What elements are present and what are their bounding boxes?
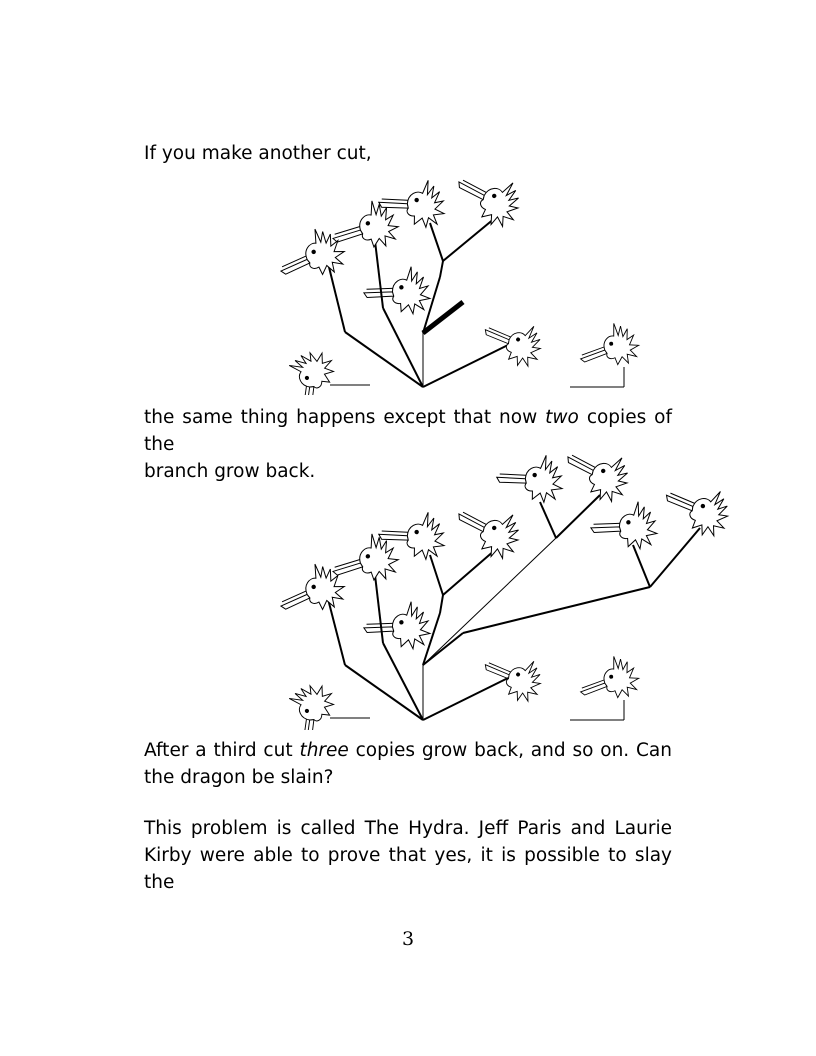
- hydra-figure-two-copies-grown: [0, 450, 816, 730]
- paragraph-intro: [144, 140, 672, 167]
- hydra-branches: [327, 218, 624, 387]
- text-line: Kirby were able to prove that yes, it is possible to slay the: [144, 845, 672, 893]
- text-line: the dragon be slain?: [144, 767, 334, 788]
- text-line: This problem is called The Hydra. Jeff Paris and Laurie: [144, 818, 672, 839]
- page-number: 3: [401, 928, 415, 950]
- emphasis: two: [545, 407, 579, 428]
- text-line: the same thing happens except that now two copies of the: [144, 407, 672, 455]
- emphasis: three: [299, 740, 349, 761]
- hydra-figure-after-second-cut: [0, 175, 816, 395]
- hydra-heads: [274, 450, 740, 730]
- text-line: If you make another cut,: [144, 143, 372, 164]
- text-line: After a third cut three copies grow back, and so on. Can: [144, 740, 672, 761]
- paragraph-hydra-problem: [144, 815, 672, 896]
- hydra-heads: [274, 175, 641, 395]
- paragraph-three-copies: [144, 737, 672, 791]
- text-line: branch grow back.: [144, 461, 316, 482]
